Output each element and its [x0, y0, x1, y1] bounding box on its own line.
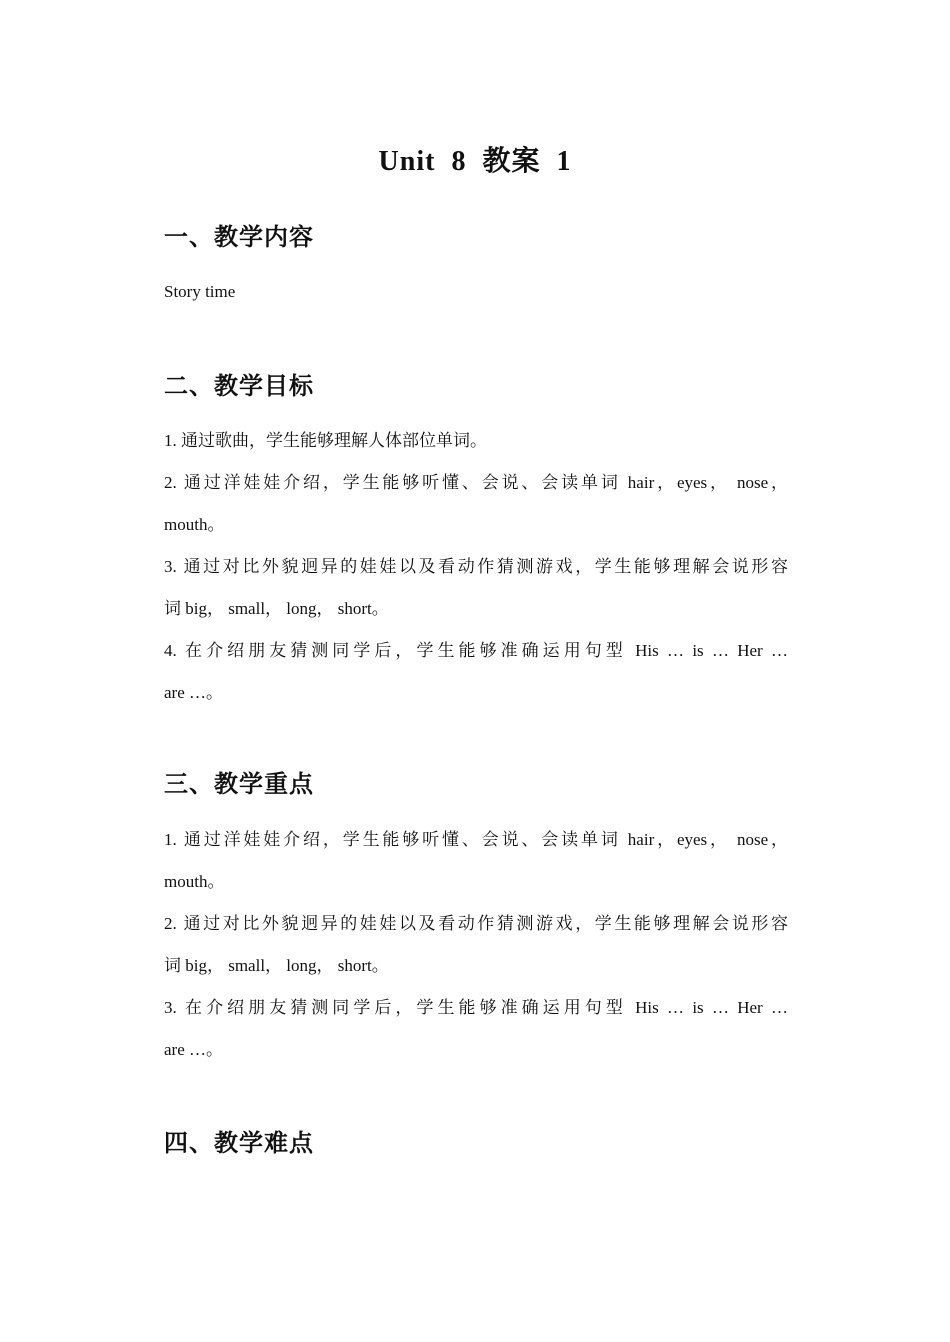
section-body-teaching-key-points	[164, 819, 788, 1071]
section-body-teaching-objectives	[164, 420, 788, 714]
paragraph-line: are …。	[164, 683, 224, 702]
paragraph-line: Story time	[164, 282, 236, 301]
paragraph-line: 词 big， small， long， short。	[164, 599, 389, 618]
section-heading-teaching-difficulties: 四、教学难点	[164, 1129, 314, 1157]
section-heading-teaching-content: 一、教学内容	[164, 223, 314, 251]
section-body-teaching-content	[164, 271, 788, 313]
paragraph-line: 2. 通过对比外貌迥异的娃娃以及看动作猜测游戏，学生能够理解会说形容	[164, 914, 788, 933]
section-heading-teaching-objectives: 二、教学目标	[164, 372, 314, 400]
paragraph-line: 1. 通过洋娃娃介绍，学生能够听懂、会说、会读单词 hair，eyes， nose，	[164, 830, 788, 849]
page-title: Unit 8 教案 1	[378, 146, 572, 177]
paragraph-line: 词 big， small， long， short。	[164, 956, 389, 975]
section-heading-teaching-key-points: 三、教学重点	[164, 770, 314, 798]
paragraph-line: mouth。	[164, 872, 225, 891]
paragraph-line: mouth。	[164, 515, 225, 534]
paragraph-line: 4. 在介绍朋友猜测同学后，学生能够准确运用句型 His … is … Her …	[164, 641, 788, 660]
paragraph-line: 3. 通过对比外貌迥异的娃娃以及看动作猜测游戏，学生能够理解会说形容	[164, 557, 788, 576]
paragraph-line: 2. 通过洋娃娃介绍，学生能够听懂、会说、会读单词 hair，eyes， nose，	[164, 473, 788, 492]
paragraph-line: 3. 在介绍朋友猜测同学后，学生能够准确运用句型 His … is … Her …	[164, 998, 788, 1017]
paragraph-line: 1. 通过歌曲，学生能够理解人体部位单词。	[164, 431, 487, 450]
paragraph-line: are …。	[164, 1040, 224, 1059]
